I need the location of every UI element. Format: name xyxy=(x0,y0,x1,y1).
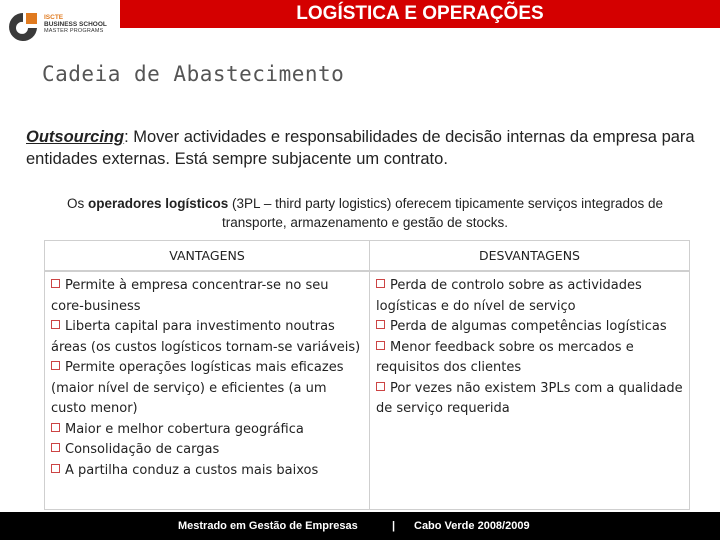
vantagem-text: Consolidação de cargas xyxy=(65,442,220,457)
iscte-logo xyxy=(6,8,118,52)
intro-prefix: Os xyxy=(66,196,88,211)
list-item xyxy=(51,420,363,441)
intro-bold: operadores logísticos xyxy=(88,196,229,211)
table-row xyxy=(45,271,690,510)
checkbox-bullet-icon xyxy=(51,320,60,329)
list-item xyxy=(51,440,363,461)
list-item xyxy=(51,317,363,358)
checkbox-bullet-icon xyxy=(51,423,60,432)
list-item xyxy=(376,379,683,420)
footer-bar xyxy=(0,512,720,540)
intro-paragraph xyxy=(40,194,690,232)
desvantagem-text: Perda de algumas competências logísticas xyxy=(390,319,667,334)
logo-mark-icon xyxy=(6,10,40,46)
checkbox-bullet-icon xyxy=(51,464,60,473)
header-vantagens: VANTAGENS xyxy=(45,241,370,272)
logo-text xyxy=(44,14,107,35)
list-item xyxy=(376,338,683,379)
checkbox-bullet-icon xyxy=(51,279,60,288)
footer-location: Cabo Verde 2008/2009 xyxy=(414,520,530,532)
definition-paragraph xyxy=(26,126,706,170)
logo-line-2: BUSINESS SCHOOL xyxy=(44,21,107,28)
checkbox-bullet-icon xyxy=(376,279,385,288)
logo-line-3: MASTER PROGRAMS xyxy=(44,28,104,34)
definition-text: : Mover actividades e responsabilidades de decisão internas da empresa para entidades externas. Está sempre subjacente um contrato. xyxy=(26,128,695,168)
list-item xyxy=(51,358,363,420)
checkbox-bullet-icon xyxy=(376,341,385,350)
list-item xyxy=(376,276,683,317)
desvantagem-text: Por vezes não existem 3PLs com a qualidade de serviço requerida xyxy=(376,380,683,416)
comparison-table xyxy=(44,240,690,510)
vantagem-text: Maior e melhor cobertura geográfica xyxy=(65,421,304,437)
intro-text: (3PL – third party logistics) oferecem tipicamente serviços integrados de transporte, armazenamento e gestão de stocks. xyxy=(222,196,663,230)
checkbox-bullet-icon xyxy=(51,361,60,370)
checkbox-bullet-icon xyxy=(376,320,385,329)
desvantagem-text: Perda de controlo sobre as actividades logísticas e do nível de serviço xyxy=(376,278,642,314)
desvantagem-text: Menor feedback sobre os mercados e requisitos dos clientes xyxy=(376,339,634,375)
vantagem-text: Permite à empresa concentrar-se no seu core-business xyxy=(51,278,329,314)
definition-term: Outsourcing xyxy=(26,128,125,146)
desvantagens-cell xyxy=(370,271,690,510)
logo-line-1: ISCTE xyxy=(44,14,64,21)
list-item xyxy=(376,317,683,338)
header-banner: LOGÍSTICA E OPERAÇÕES xyxy=(120,0,720,28)
section-title: Cadeia de Abastecimento xyxy=(42,62,345,86)
vantagens-cell xyxy=(45,271,370,510)
checkbox-bullet-icon xyxy=(376,382,385,391)
footer-program: Mestrado em Gestão de Empresas xyxy=(178,520,358,532)
list-item xyxy=(51,276,363,317)
list-item xyxy=(51,461,363,482)
vantagem-text: Permite operações logísticas mais eficazes (maior nível de serviço) e eficientes (a um custo menor) xyxy=(51,360,344,416)
vantagem-text: Liberta capital para investimento noutras áreas (os custos logísticos tornam-se variáveis) xyxy=(51,319,361,355)
footer-separator: | xyxy=(392,520,396,532)
vantagem-text: A partilha conduz a custos mais baixos xyxy=(65,462,319,478)
checkbox-bullet-icon xyxy=(51,443,60,452)
header-desvantagens: DESVANTAGENS xyxy=(370,241,690,272)
table-header-row xyxy=(45,241,690,272)
